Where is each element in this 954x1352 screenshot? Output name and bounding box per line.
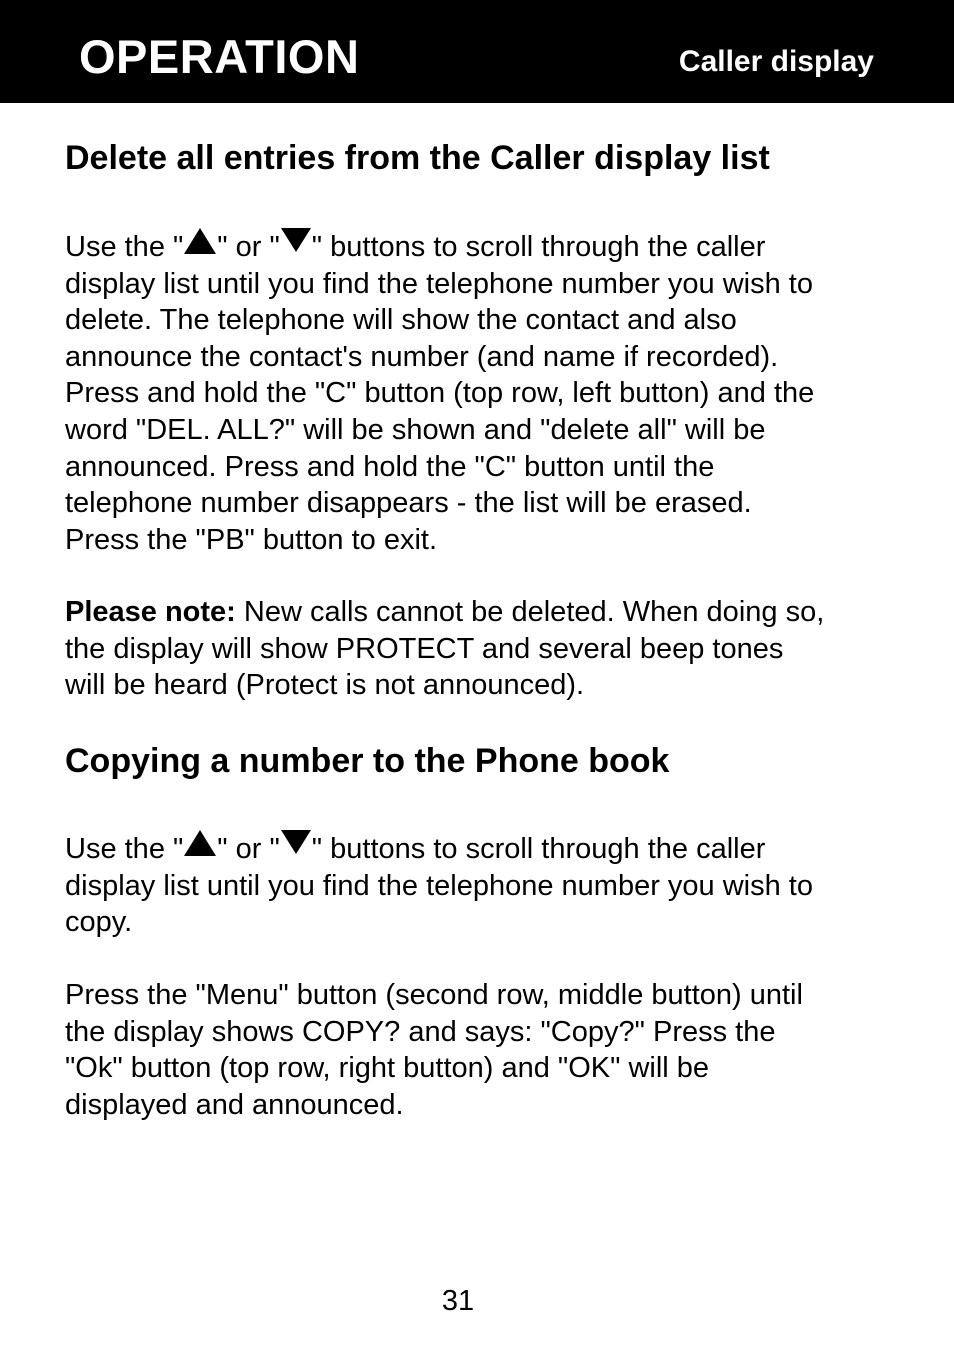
instruction-line: Press the "Menu" button (second row, middle button) until bbox=[65, 979, 803, 1011]
up-triangle-icon bbox=[184, 830, 216, 856]
copy-number-heading: Copying a number to the Phone book bbox=[65, 742, 670, 780]
page-header bbox=[0, 0, 954, 103]
section-title: Caller display bbox=[678, 45, 874, 78]
instruction-line: "Ok" button (top row, right button) and "OK" will be bbox=[65, 1052, 710, 1085]
instruction-line: the display shows COPY? and says: "Copy?" Press the bbox=[65, 1015, 776, 1048]
down-triangle-icon bbox=[281, 830, 311, 854]
note-line: the display will show PROTECT and several beep tones bbox=[65, 632, 784, 665]
instruction-line: Use the " " or " " buttons to scroll through the caller bbox=[65, 830, 813, 868]
delete-all-instructions bbox=[65, 228, 814, 558]
down-triangle-icon bbox=[281, 228, 311, 252]
copy-scroll-instructions bbox=[65, 830, 813, 941]
instruction-line: displayed and announced. bbox=[65, 1088, 404, 1121]
note-line: will be heard (Protect is not announced). bbox=[65, 669, 585, 702]
instruction-line: announced. Press and hold the "C" button until the bbox=[65, 450, 715, 483]
instruction-line: word "DEL. ALL?" will be shown and "delete all" will be bbox=[65, 413, 766, 446]
instruction-line: Press and hold the "C" button (top row, left button) and the bbox=[65, 377, 815, 410]
page-number: 31 bbox=[441, 1285, 475, 1317]
instruction-line: telephone number disappears - the list will be erased. bbox=[65, 487, 752, 520]
instruction-line: announce the contact's number (and name if recorded). bbox=[65, 340, 779, 373]
note-line: Please note: New calls cannot be deleted. When doing so, bbox=[65, 596, 825, 628]
instruction-line: display list until you find the telephone number you wish to bbox=[65, 267, 813, 300]
please-note-paragraph bbox=[65, 594, 824, 704]
instruction-line: Press the "PB" button to exit. bbox=[65, 523, 438, 556]
up-triangle-icon bbox=[184, 228, 216, 254]
copy-menu-instructions bbox=[65, 977, 803, 1123]
chapter-title: OPERATION bbox=[79, 30, 360, 83]
instruction-line: delete. The telephone will show the contact and also bbox=[65, 304, 737, 337]
instruction-line: Use the " " or " " buttons to scroll through the caller bbox=[65, 228, 814, 266]
instruction-line: display list until you find the telephone number you wish to bbox=[65, 869, 813, 902]
note-label: Please note: bbox=[65, 596, 236, 628]
instruction-line: copy. bbox=[65, 906, 133, 939]
delete-all-heading: Delete all entries from the Caller display list bbox=[65, 139, 770, 177]
